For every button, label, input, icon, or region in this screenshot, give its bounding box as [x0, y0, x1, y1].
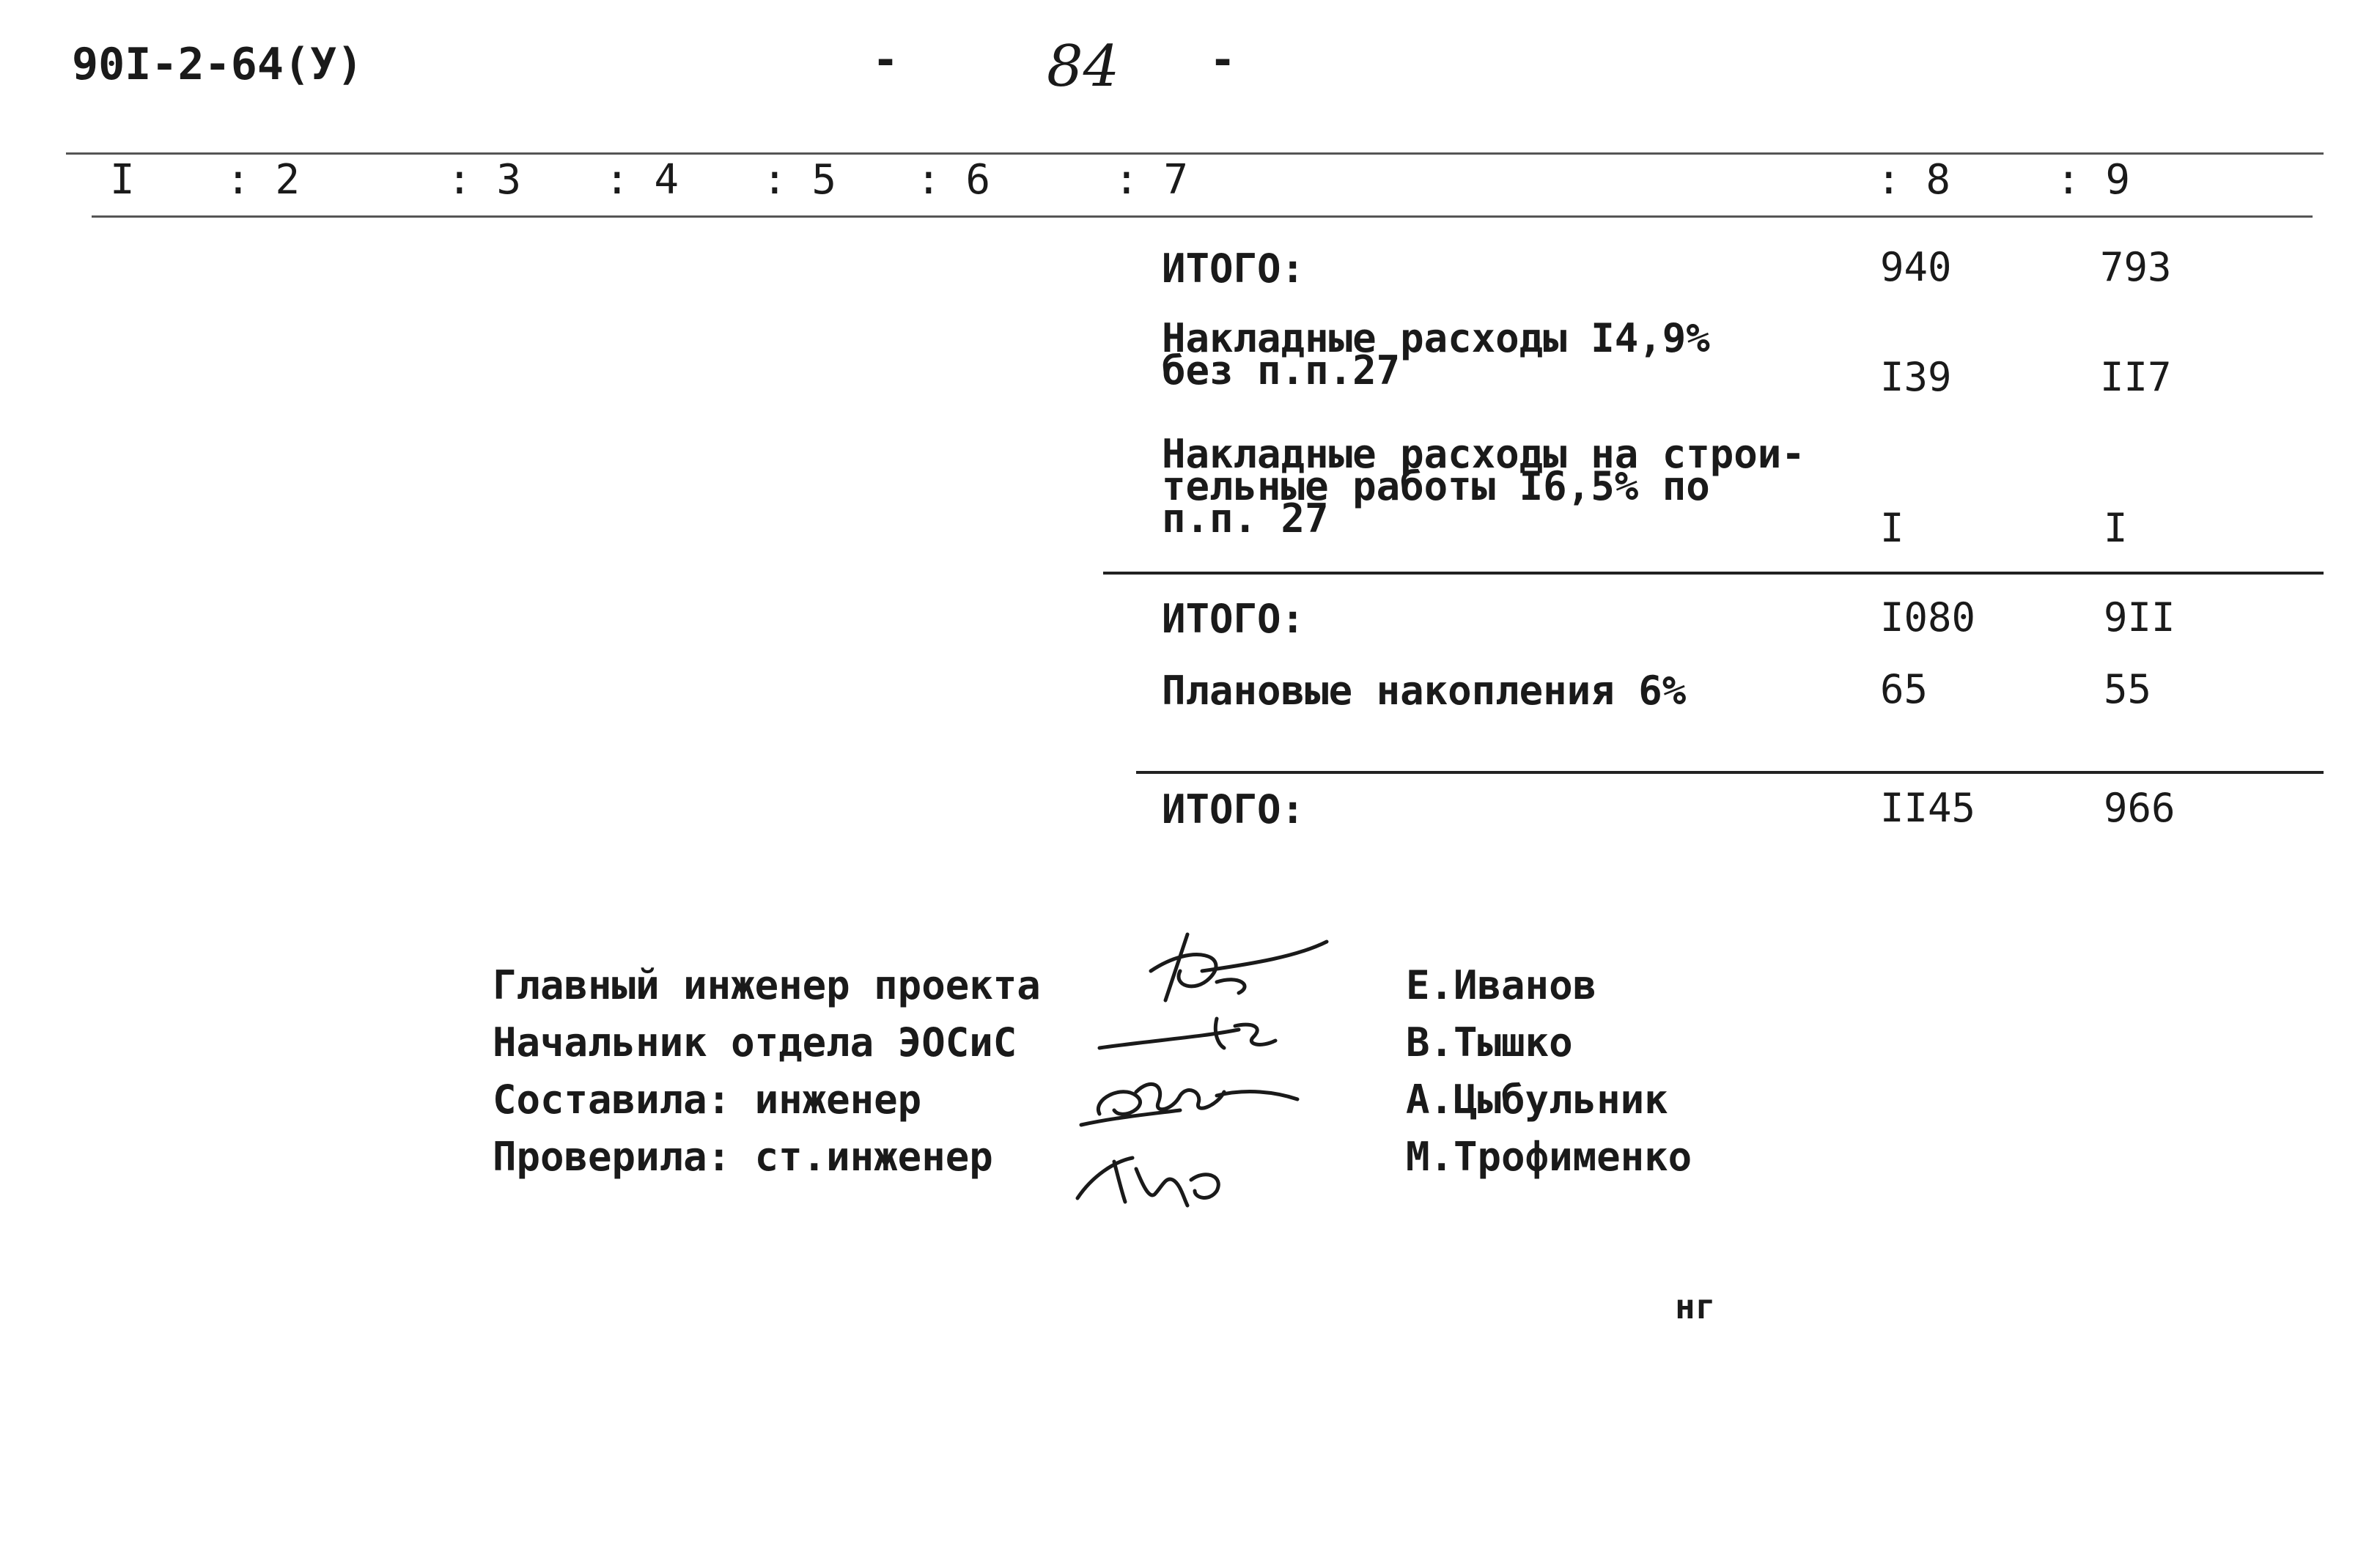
- page-number-dash-right: -: [1209, 34, 1237, 86]
- row-label-overhead: Накладные расходы I4,9% без п.п.27: [1162, 315, 1710, 394]
- row-value-col9-grand-total: 966: [2104, 785, 2175, 831]
- column-number-2: : 2: [226, 156, 301, 204]
- column-number-5: : 5: [762, 156, 837, 204]
- handwritten-signature-3: [1070, 1055, 1312, 1136]
- page-number-dash-left: -: [872, 34, 899, 86]
- row-label-construction-overhead: Накладные расходы на строи- тельные работы I6,5% по п.п. 27: [1162, 431, 1805, 542]
- row-label-grand-total: ИТОГО:: [1162, 786, 1305, 832]
- column-header-bottom-rule: [92, 215, 2313, 218]
- column-number-1: I: [110, 156, 135, 204]
- column-number-8: : 8: [1876, 156, 1951, 204]
- column-number-7: : 7: [1114, 156, 1189, 204]
- row-value-col9-construction-overhead: I: [2104, 505, 2128, 551]
- subtotal-rule: [1103, 572, 2324, 575]
- handwritten-signature-1: [1107, 920, 1341, 1022]
- signature-role-checked-by: Проверила: ст.инженер: [493, 1134, 993, 1180]
- column-number-4: : 4: [605, 156, 679, 204]
- footer-mark: нг: [1675, 1287, 1716, 1326]
- row-value-col8-planned-savings: 65: [1880, 666, 1928, 712]
- signature-name-chief-engineer: Е.Иванов: [1406, 962, 1597, 1008]
- signature-role-compiled-by: Составила: инженер: [493, 1077, 922, 1123]
- column-number-6: : 6: [916, 156, 991, 204]
- row-value-col9-total-1: 793: [2100, 244, 2172, 290]
- page-number: 84: [1047, 34, 1120, 100]
- row-value-col9-total-2: 9II: [2104, 594, 2175, 640]
- signature-name-checked-by: М.Трофименко: [1406, 1134, 1692, 1180]
- grand-total-rule: [1136, 771, 2324, 774]
- row-value-col8-overhead: I39: [1880, 354, 1952, 400]
- row-value-col8-construction-overhead: I: [1880, 505, 1904, 551]
- signature-name-department-head: В.Тышко: [1406, 1019, 1573, 1066]
- signature-role-chief-engineer: Главный инженер проекта: [493, 962, 1041, 1008]
- document-code: 90I-2-64(У): [72, 39, 364, 90]
- column-header-top-rule: [66, 152, 2324, 155]
- signature-name-compiled-by: А.Цыбульник: [1406, 1077, 1668, 1123]
- signature-role-department-head: Начальник отдела ЭОСиС: [493, 1019, 1017, 1066]
- row-value-col9-planned-savings: 55: [2104, 666, 2152, 712]
- column-number-3: : 3: [447, 156, 522, 204]
- row-value-col8-total-2: I080: [1880, 594, 1976, 640]
- row-value-col8-total-1: 940: [1880, 244, 1952, 290]
- row-value-col8-grand-total: II45: [1880, 785, 1976, 831]
- handwritten-signature-2: [1092, 1008, 1312, 1059]
- handwritten-signature-4: [1063, 1136, 1253, 1217]
- row-label-planned-savings: Плановые накопления 6%: [1162, 668, 1687, 714]
- row-label-total-1: ИТОГО:: [1162, 245, 1305, 292]
- row-label-total-2: ИТОГО:: [1162, 596, 1305, 642]
- column-number-9: : 9: [2056, 156, 2131, 204]
- row-value-col9-overhead: II7: [2100, 354, 2172, 400]
